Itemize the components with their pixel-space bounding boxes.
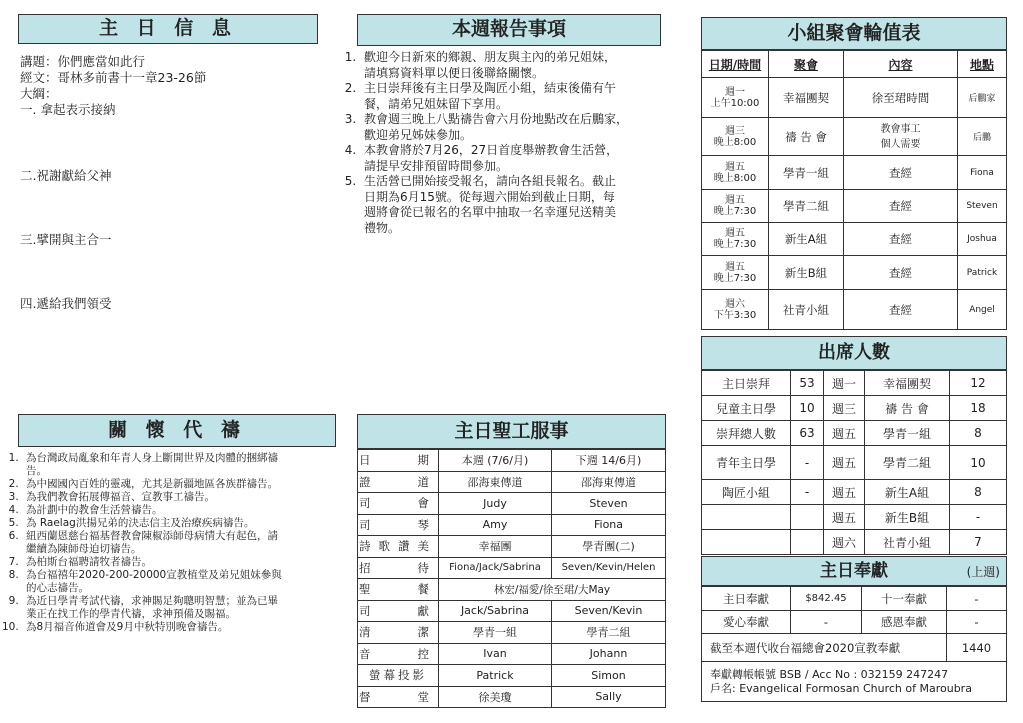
rotation-row: 週三 晚上8:00 禱 告 會 教會事工 個人需要 后鵬: [702, 118, 1007, 156]
outline-point-2: 二.祝謝獻給父神: [20, 168, 112, 183]
prayer-item: 2. 為中國國內百姓的靈魂，尤其是新疆地區各族群禱告。: [22, 478, 362, 491]
rotation-title: 小組聚會輪值表: [701, 17, 1007, 50]
sermon-topic: 講題：你們應當如此行: [20, 54, 146, 69]
rotation-row: 週六 下午3:30 社青小組 查經 Angel: [702, 290, 1007, 330]
prayer-item: 1. 為台灣政局亂象和年青人身上斷開世界及肉體的捆綁禱 告。: [22, 452, 362, 478]
prayer-item: 9. 為近日學青考試代禱，求神賜足夠聰明智慧；並為已畢 業正在找工作的學青代禱，求神預備及賜福。: [22, 595, 362, 621]
outline-point-3: 三.擘開與主合一: [20, 232, 112, 247]
attendance-row: 週五 新生B組 -: [702, 505, 1007, 530]
sunday-info-title: 主 日 信 息: [18, 14, 318, 44]
announcement-item: 5. 生活營已開始接受報名，請向各組長報名。截止 日期為6月15號。從每週六開始到截止日期，每 週將會從已報名的名單中抽取一名幸運兒送精美 禮物。: [360, 174, 690, 236]
rotation-row: 週一 上午10:00 幸福團契 徐至珺時間 后鵬家: [702, 78, 1007, 118]
announcement-list: [340, 50, 690, 236]
prayer-item: 8. 為台福禧年2020-200-20000宣教植堂及弟兄姐妹參與 的心志禱告。: [22, 569, 362, 595]
announcement-item: 3. 教會週三晚上八點禱告會六月份地點改在后鵬家， 歡迎弟兄姊妹參加。: [360, 112, 690, 143]
service-row: 聖 餐 林宏/福愛/徐至珺/大May: [358, 579, 666, 601]
sermon-scripture: 經文：哥林多前書十一章23-26節: [20, 70, 207, 85]
attendance-row: 崇拜總人數 63 週五 學青一組 8: [702, 421, 1007, 446]
outline-point-4: 四.遞給我們領受: [20, 296, 112, 311]
prayer-item: 6. 紐西蘭恩慈台福基督教會陳椒添師母病情大有起色，請 繼續為陳師母迫切禱告。: [22, 530, 362, 556]
service-row: 招 待 Fiona/Jack/Sabrina Seven/Kevin/Helen: [358, 557, 666, 579]
offering-title-bar: [701, 556, 1007, 586]
outline-point-1: 一. 拿起表示接納: [20, 102, 116, 117]
announcement-item: 2. 主日崇拜後有主日學及陶匠小組，結束後備有午 餐，請弟兄姐妹留下享用。: [360, 81, 690, 112]
attendance-table: [701, 370, 1007, 555]
attendance-row: 陶匠小組 - 週五 新生A組 8: [702, 480, 1007, 505]
rotation-table: [701, 50, 1007, 330]
attendance-row: 週六 社青小組 7: [702, 530, 1007, 555]
prayer-title: 關 懷 代 禱: [18, 414, 336, 447]
header-date: 日期/時間: [702, 51, 769, 78]
header-group: 聚會: [769, 51, 844, 78]
bank-account: 奉獻轉帳帳號 BSB / Acc No : 032159 247247: [710, 667, 949, 681]
service-table: [357, 449, 666, 708]
offering-row: 主日奉獻 $842.45 十一奉獻 -: [702, 587, 1007, 611]
rotation-row: 週五 晚上7:30 新生B組 查經 Patrick: [702, 256, 1007, 290]
service-row: 螢幕投影 Patrick Simon: [358, 665, 666, 687]
prayer-item: 4. 為計劃中的教會生活營禱告。: [22, 504, 362, 517]
announcement-item: 4. 本教會將於7月26，27日首度舉辦教會生活營， 請提早安排預留時間參加。: [360, 143, 690, 174]
header-content: 內容: [844, 51, 958, 78]
announcements-title: 本週報告事項: [357, 14, 661, 46]
service-row: 證 道 邵海東傳道 邵海東傳道: [358, 471, 666, 493]
rotation-header-row: [702, 51, 1007, 78]
service-row: 清 潔 學青一組 學青二組: [358, 622, 666, 644]
service-row: 音 控 Ivan Johann: [358, 643, 666, 665]
attendance-title: 出席人數: [701, 336, 1007, 370]
rotation-row: 週五 晚上7:30 新生A組 查經 Joshua: [702, 223, 1007, 256]
service-row: 司 會 Judy Steven: [358, 493, 666, 515]
service-row: 詩歌讚美 幸福團 學青團(二): [358, 536, 666, 558]
service-header-row: 日 期 本週 (7/6/月) 下週 14/6月): [358, 450, 666, 472]
outline-label: 大綱：: [20, 86, 58, 101]
rotation-row: 週五 晚上8:00 學青一組 查經 Fiona: [702, 156, 1007, 190]
service-title: 主日聖工服事: [357, 414, 666, 449]
attendance-row: 青年主日學 - 週五 學青二組 10: [702, 446, 1007, 480]
header-place: 地點: [958, 51, 1007, 78]
prayer-item: 3. 為我們教會拓展傳福音、宣教事工禱告。: [22, 491, 362, 504]
attendance-row: 主日崇拜 53 週一 幸福團契 12: [702, 371, 1007, 396]
offering-bank-row: [702, 662, 1007, 702]
service-row: 司 琴 Amy Fiona: [358, 514, 666, 536]
prayer-item: 10. 為8月福音佈道會及9月中秋特別晚會禱告。: [22, 621, 362, 634]
service-row: 司 獻 Jack/Sabrina Seven/Kevin: [358, 600, 666, 622]
offering-table: [701, 586, 1007, 702]
bank-account-name: 戶名: Evangelical Formosan Church of Maroubra: [710, 681, 972, 695]
offering-row: 愛心奉獻 - 感恩奉獻 -: [702, 611, 1007, 634]
prayer-list: [0, 452, 362, 634]
attendance-row: 兒童主日學 10 週三 禱 告 會 18: [702, 396, 1007, 421]
prayer-item: 5. 為 Raelag洪揚兄弟的決志信主及治療疾病禱告。: [22, 517, 362, 530]
offering-title: 主日奉獻: [820, 561, 888, 581]
service-row: 督 堂 徐美瓊 Sally: [358, 686, 666, 708]
announcement-item: 1. 歡迎今日新來的鄉親、朋友與主內的弟兄姐妹， 請填寫資料單以便日後聯絡關懷。: [360, 50, 690, 81]
offering-note: (上週): [966, 565, 1000, 579]
rotation-row: 週五 晚上7:30 學青二組 查經 Steven: [702, 190, 1007, 223]
prayer-item: 7. 為柏斯台福聘請牧者禱告。: [22, 556, 362, 569]
offering-cumulative-row: 截至本週代收台福總會2020宣教奉獻 1440: [702, 634, 1007, 662]
